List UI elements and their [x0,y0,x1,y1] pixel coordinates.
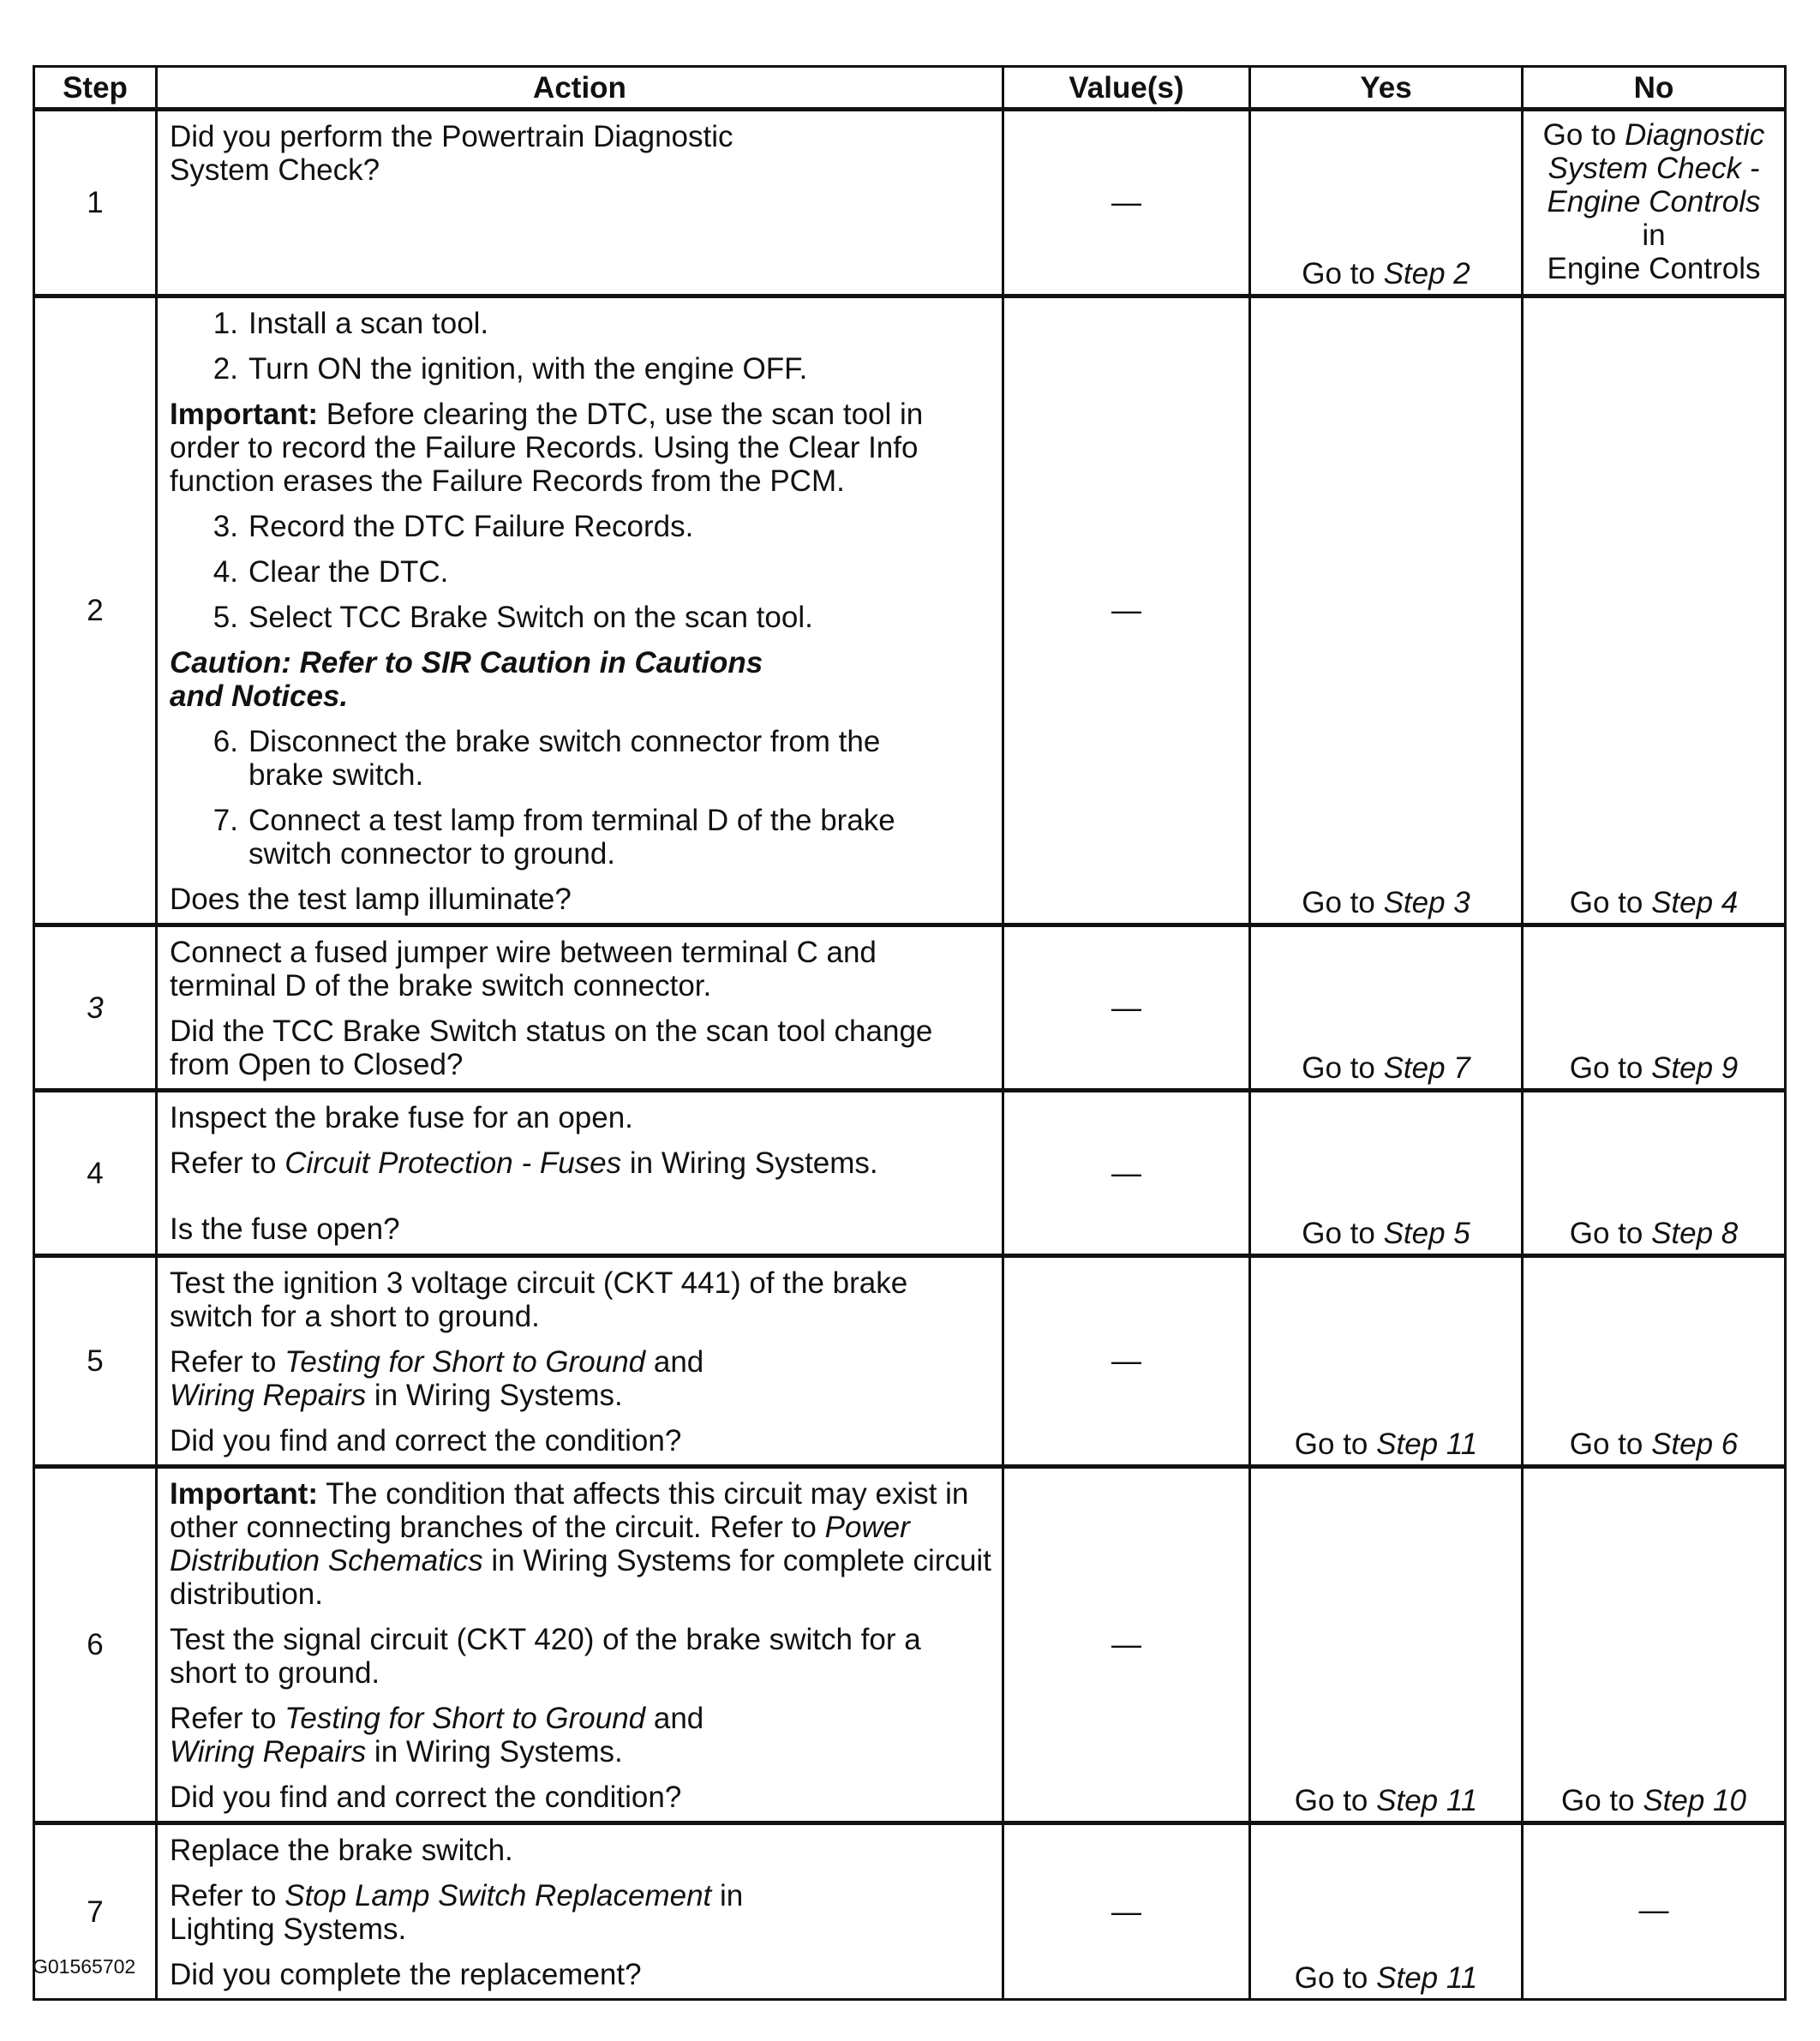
no-cell: Go to Step 9 [1523,925,1786,1091]
action-cell [157,110,1003,296]
procedure-list [170,510,991,634]
action-cell: Important: The condition that affects this circuit may exist in other connecting branches of the circuit. Refer to Power Distribution Schematics in Wiring Systems for complete circuit distribution. Test the signal circuit (CKT 420) of the brake switch for a short to ground. Refer to Testing for Short to Ground and Wiring Repairs in Wiring Systems. Did you find and correct the condition? [157,1467,1003,1823]
yes-cell: Go to Step 11 [1250,1256,1523,1467]
step-number: 6 [34,1467,157,1823]
reference-link[interactable]: Wiring Repairs [170,1379,367,1412]
step-link[interactable]: Step 6 [1651,1428,1739,1461]
step-number: 1 [34,110,157,296]
step-number: 2 [34,296,157,925]
procedure-list [170,725,991,871]
step-link[interactable]: Step 11 [1376,1428,1478,1461]
no-cell: Go to Step 4 [1523,296,1786,925]
step-number: 5 [34,1256,157,1467]
step-link[interactable]: Step 8 [1651,1217,1739,1250]
table-row [34,1091,1786,1256]
value-cell: — [1003,1823,1250,2000]
reference-link[interactable]: Circuit Protection - Fuses [284,1146,622,1180]
table-row [34,1467,1786,1823]
caution-note: Caution: Refer to SIR Caution in Cautions and Notices. [170,646,763,713]
table-row [34,110,1786,296]
step-link[interactable]: Step 5 [1383,1217,1470,1250]
list-item: 1. Install a scan tool. [213,307,489,340]
list-item: 2. Turn ON the ignition, with the engine OFF. [213,352,808,386]
table-row [34,296,1786,925]
step-link[interactable]: Step 7 [1383,1051,1470,1085]
yes-cell: Go to Step 5 [1250,1091,1523,1256]
goto-text: Go to [1302,257,1384,290]
action-question: Did the TCC Brake Switch status on the scan tool change from Open to Closed? [170,1015,933,1081]
table-header-row [34,67,1786,110]
important-note: Important: The condition that affects this circuit may exist in other connecting branches of the circuit. Refer to Power Distribution Schematics in Wiring Systems for complete circuit distribution. [170,1477,991,1611]
table-row [34,925,1786,1091]
yes-cell: Go to Step 7 [1250,925,1523,1091]
action-cell [157,296,1003,925]
procedure-list [170,307,991,386]
step-link[interactable]: Step 3 [1383,886,1470,919]
reference-link[interactable]: Power Distribution Schematics [170,1511,910,1577]
step-link[interactable]: Step 11 [1376,1961,1478,1995]
action-text: Did you perform the Powertrain Diagnostic System Check? [170,120,733,187]
value-cell: — [1003,296,1250,925]
no-cell: Go to Step 10 [1523,1467,1786,1823]
section-text: Engine Controls [1547,252,1761,285]
no-cell: — [1523,1823,1786,2000]
reference-link[interactable]: Testing for Short to Ground [284,1345,646,1379]
action-cell: Connect a fused jumper wire between terminal C and terminal D of the brake switch connector. Did the TCC Brake Switch status on the scan tool change from Open to Closed? [157,925,1003,1091]
step-number: 3 [34,925,157,1091]
header-step: Step [34,67,157,110]
figure-id: G01565702 [33,1955,136,1978]
yes-cell: Go to Step 11 [1250,1467,1523,1823]
list-item: 7. Connect a test lamp from terminal D of the brake switch connector to ground. [213,804,895,871]
header-yes: Yes [1250,67,1523,110]
table-row [34,1823,1786,2000]
list-item: 3. Record the DTC Failure Records. [213,510,694,543]
value-cell: — [1003,1467,1250,1823]
action-cell: Replace the brake switch. Refer to Stop Lamp Switch Replacement in Lighting Systems. Did you complete the replacement? [157,1823,1003,2000]
no-cell: Go to Step 8 [1523,1091,1786,1256]
action-cell: Test the ignition 3 voltage circuit (CKT 441) of the brake switch for a short to ground. Refer to Testing for Short to Ground and Wiring Repairs in Wiring Systems. Did you find and correct the condition? [157,1256,1003,1467]
list-item: 5. Select TCC Brake Switch on the scan tool. [213,601,813,634]
value-cell: — [1003,1091,1250,1256]
reference-link[interactable]: Testing for Short to Ground [284,1702,646,1735]
reference-link[interactable]: Wiring Repairs [170,1735,367,1769]
list-item: 4. Clear the DTC. [213,555,449,589]
list-item: 6. Disconnect the brake switch connector from the brake switch. [213,725,881,792]
value-cell: — [1003,925,1250,1091]
table-row [34,1256,1786,1467]
step-link[interactable]: Step 11 [1376,1784,1478,1817]
yes-cell: Go to Step 11 [1250,1823,1523,2000]
diagnostic-table [33,65,1787,2001]
no-cell [1523,110,1786,296]
yes-cell [1250,110,1523,296]
step-link[interactable]: Step 4 [1651,886,1739,919]
header-no: No [1523,67,1786,110]
goto-text: Go to [1542,118,1625,152]
action-question: Did you find and correct the condition? [170,1424,682,1457]
yes-cell: Go to Step 3 [1250,296,1523,925]
action-cell: Inspect the brake fuse for an open. Refer to Circuit Protection - Fuses in Wiring Systems. Is the fuse open? [157,1091,1003,1256]
diagnostic-check-link[interactable]: Diagnostic System Check - Engine Controls [1547,118,1765,218]
step-link[interactable]: Step 10 [1643,1784,1746,1817]
action-question: Does the test lamp illuminate? [170,883,572,916]
in-text: in [1642,218,1666,252]
no-cell: Go to Step 6 [1523,1256,1786,1467]
step-link[interactable]: Step 9 [1651,1051,1739,1085]
step-number: 4 [34,1091,157,1256]
step-link[interactable]: Step 2 [1383,257,1470,290]
reference-link[interactable]: Stop Lamp Switch Replacement [284,1879,712,1912]
step-number: 7 [34,1823,157,2000]
important-note: Important: Before clearing the DTC, use the scan tool in order to record the Failure Records. Using the Clear Info function erases the Failure Records from the PCM. [170,398,924,498]
action-question: Is the fuse open? [170,1212,400,1246]
value-cell: — [1003,110,1250,296]
action-question: Did you find and correct the condition? [170,1781,682,1814]
value-cell: — [1003,1256,1250,1467]
header-values: Value(s) [1003,67,1250,110]
header-action: Action [157,67,1003,110]
action-question: Did you complete the replacement? [170,1958,642,1991]
